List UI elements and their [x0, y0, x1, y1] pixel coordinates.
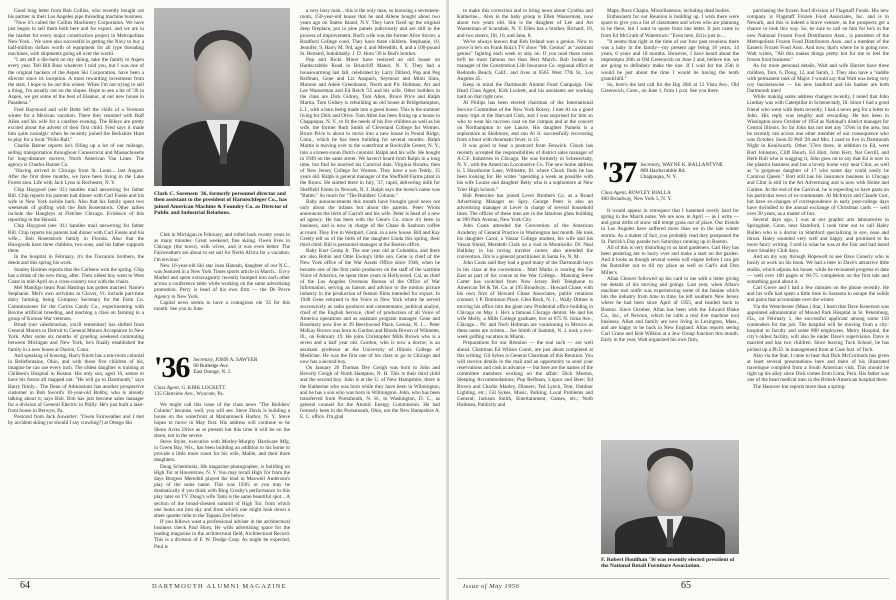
paragraph: We might call this issue of the class news "The Builders' Column" because, well, you will see. Steve Davis is building a house on the waterfront at Mamaroneck Harbor, N. Y. Steve hopes to move in May first. His address will continue to be Shore Acres Drive as at present but this time it will be on the shore, not in the severe.	[154, 402, 290, 439]
left-footer-rule	[8, 578, 440, 579]
paragraph: We've always known that Bob Ireland was a genius. Now to prove it he's on Frank Ruiz's TV show "Mr. Genius" as "assistant genius" fighting each week to stay on. If you read these notes he'll be most famous too than Bert March. Bob Ireland is manager of the Constitution Life Insurance Co. regional office at Redondo Beach, Calif., and lives at 6565 West 77th St., Los Angeles 45.	[457, 38, 593, 82]
paragraph: New 16-year-old Ski star Joan Hannah, daughter of our N.C., was featured in a New York Times sports article in March... Evvy Marbel and spent extravagantly recently bumped into each other across a conference table while working on the same advertising promotion. Perry is head of his own firm — the De Pevre Agency in New York.	[154, 262, 290, 300]
right-footer-title: Issue of May 1956	[463, 583, 520, 590]
paragraph: Fred Raymond and wife Bette left the chills of a Vermont winter for a Mexican vacation. There they reunited with Rolf Allen and his wife for a carefree evening. The Rileys are pretty excited about the advent of their first child. Fred says it made him quite nostalgic when he recently joined the Berkshire Hunt to play for a local "Polio Ball."	[8, 106, 144, 144]
right-column-2-top	[601, 8, 739, 156]
left-column-1	[8, 8, 144, 574]
paragraph: John Coats said they had a good many of the Dartmouth boys in his class at the convention... Matt Marks is touring the Far East as part of his course at the War College... Manning Steve Carter has switched from New Jersey Bell Telephone to American Tel & Tel. Co. at 195 Broadway... Howard Chase, with his own firm of Howard Chase Associates, public relations counsel, 1 P. Dominion Place, Glen Rock, N. J... Wally Dittner is moving his office into the giant new Prudential office building in Chicago on May 1. He's a famous Chicago dentist. He and his wife Molly, a Mills College graduate, live at 675 N. Ionia Ave., Chicago... Pic and Norb Holtman are vacationing in Mexico as these notes are written... Joe Smith of Summit, N. J. took a two-week golfing vacation in Miami.	[457, 260, 593, 341]
paragraph: Carl Greve and I had a few minutes on the phone recently. He and his wife had spent a little time in Sarasota to escape the solids and pains that accumulate over the winter.	[747, 285, 889, 304]
paragraph: Also via the Star, I came to hear that Dick McCormack has given at least several presentations here and there of his illustrated travelogue compiled from a South American visit. This should be right up his alley since Dick comes from Lima, Peru. His father was one of the head medical men in the British-American hospital there.	[747, 352, 889, 384]
paragraph: If you fellows want a professional adviser in the architectural business check Paul Horn, He wills advertising space for the leading magazine in the architectural field, Architectural Record. This is a division of F. W. Dodge Corp. As might be expected, Paul is	[154, 518, 290, 550]
paragraph: Baby announcements this month have brought good news not only about the infants but about the parents. Peter Wicks announces the birth of Carroll and his wife. Peter is head of a new ad agency. He has been with the Gene's Co. since it's been in business, and is now in charge of the Chase & Sanborn coffee account. They live in Westport, Conn. in a new house. Bill and Kay Greely tell us of the birth of the daughter Linda this spring, their third child. Bill is personnel manager at the Boston office.	[300, 198, 440, 248]
paragraph: Capital news seems to have a contagious ole '35 for this month. See you in June.	[154, 299, 290, 312]
class-1937-agent: Class Agent, ROWLEY BIALLA 400 Broadway, New York 5, N. Y.	[601, 190, 672, 203]
paragraph: And speaking of housing, Harry Knott has a ten-room colonial in Bellefontaine, Ohio, and with those five children of his, imagine he can use every inch. The oldest daughter is training at Children's Hospital in Boston. His only son, aged 16, seems to have his future all mapped out. "He will go to Dartmouth," says Harry firmly... The Dean of Admissions has another prospective customer in Bob Sword's 10-year-old Bobby, who is already talking about it, says Bob. Bob has just become sales manager for a division of General Electric in Philly. He's just built a lake-front house in Berwyn, Pa.	[8, 352, 144, 415]
paragraph: Enthusiasm for our Reunion is building up. I wish there were space to give you a list of classmates and wives who are planning to be there, but I want to quote from one letter. It just came in from Ed McGrath of Watertown: "Even here, Ed is just in ...	[601, 14, 739, 39]
paragraph: "Now it's called the Collins Machinery Corporation. We have just begun to sell them both here and for export, and we are in the market for every major construction project in Metropolitan New York... We were also successful in getting the Navy to buy a half-million dollars worth of equipment for all type threading machines, with shipments going all over the world.	[8, 20, 144, 58]
class-year-37: '37	[601, 156, 637, 189]
right-page-number: 65	[681, 580, 691, 591]
paragraph: Keep in mind the Dartmouth Alumni Fund Campaign. Our Head Class Agent, Kirk Lockett, and his assistants are working hard on that right now.	[457, 81, 593, 101]
clark-sorensen-caption: Clark C. Sorensen '36, formerly personnel director and then assistant to the president of Harnischfeger Co., has joined American Machine & Foundry Co. as Director of Public and Industrial Relations.	[154, 191, 288, 217]
right-column-1	[457, 8, 593, 574]
paragraph: purchasing the frozen food division of Flagstaff Foods. His new company is Flagstaff Frozen Food Associates, Inc. and is in Newark, and this is indeed a brave venture, as the prospects get a chance to look this way. So, be sure to call on him for he's in the new National Frozen Food Distributors Assn., is president of the Metropolitan Frozen Food Distributors Assn. and a member of the Eastern Frozen Food Assn. And now, that's where he is going now. Walt writes, "All this makes things pretty hot for me to feel the frozen food business."	[747, 8, 889, 64]
paragraph: "I am still a die-hard on my skiing, take the family to Aspen every year. Tell Bill Boss whatever I told you, but I was one of the original backers of the Aspen Ski Corporation, have been a director since its inception. A most rewarding investment from the start, I hope to be out this winter. When I'm not trying to sell a thing, I'm usually out on the slopes. Hope to see a lot of '36 in Aspen, we get some of the best of Eleanor, at our new house in Pasadena."	[8, 57, 144, 107]
class-1936-agent: Class Agent, G. KIRK LOCKETT 135 Glenview Ave., Wyncote, Pa.	[154, 385, 226, 398]
paragraph: So, here's the last call for the Big 20th at 12 Vista Ave., Old Greenwich, Conn., on June 1, from 1 p.m. See you there.	[601, 81, 739, 95]
paragraph: Chip Haygood (see '41) handles mail answering for father Bill. Chip reports his parents had dinner with Carl Fassie and his wife... Bob Rosenstock family in Florida. Also that the Hawgoods have three children, two sons, and his father supports them.	[8, 223, 144, 255]
paragraph: Pop and Ricki Miner have restored an old house on Hardscrabble Road in Briarcliff Manor, N. Y. They had a housewarming last fall, celebrated by Larry Dillard, Pop and Peg Reifman, Gene and Liz Anspach, Seymour and Mimi Sims, Monroe and Adele Greenbaum, North and Pic Holtman, Art and Lee Wasserman and Ed Reich '35 and his wife. Other builders in the class are Dick Gidney, Tom Allen, Bruce Price and Ralph Martin. Tom Gidney is rebuilding an old house at Bridgehampton, L.I., with a barn being made into a guest house. This is the summer living for Dick and Olive. Tom Allen has been fixing up a house in Chappaqua, N. Y., to fit the needs of his five children as well as his wife, the former Ruth Smith of Cleveland College for Women. Bruce Price is about to move into a new house in Pound Ridge, Conn., which he has been building for several months. Ralph Martin is moving over to the waterfront at Rockville Center, N. Y., into a sixteen-room Dutch colonial. Ralph and his wife. He bought in 1949 on the same street. We haven't heard from Ralph in a long time, but find he married his Carnival date, Virginia Brooks, then of New Jersey College for Women. They have a son Teddy, 15 years old. Ralph is general manager of the Sheffield Farms plant in the Bronx. He started there in July, '37, rapid, delivering milk for Sheffield Farms in Newark, N. J. Ralph says the horse's name was "Butter." So much for "The Builders' Column."	[300, 57, 440, 199]
right-column-2-bottom	[601, 208, 739, 436]
paragraph: Doug Scheminski, life magazine photographer, is building on High Tor at Haverstraw, N. Y. You may recall High Tor from the days Burgess Meredith played the lead in Maxwell Anderson's play of the same name. This was 1936; or you may be dramatically if you think with Bing Crosby's performance in this play later on TV. Doug's wife Tami is the same beautiful spot... A section of the broad-chested summit of High Tor, from which one looks out into sky and from which one might look down a sheer quarter mile to the Tappan Zee below.	[154, 463, 290, 519]
left-page	[0, 0, 447, 600]
paragraph: John Coats attended the Convention of the American Academy of General Practice in Washington last month. He took his daughter Carol, a Vassar College student, his wife and his Vassar friend, Merideth Clark on a visit to Monticello. Dr. Neal Halliday in his roving traveler career, also attended the convention. Jim is a general practitioner in Santa Fe, N. M.	[457, 223, 593, 261]
paragraph: Allan Cleaver followed up his card to me with a letter giving me details of his moving and goings. Last year, when Allan's machine tool outfit was experiencing some of the famine which hits the industry from time to time, he left southern New Jersey where he had been since April of 1955, and headed back to Boston. Since October, Allan has been with the Edward Blake Co., Inc., of Newton, which he calls a real live machine tool business. Allan and family are now living in Lexington, Mass., and are happy to be back in New England. Allan reports seeing Carl Crane and Bob Wilkins at a Jew Group function this month. Early in the year, Walt organized his own firm,	[601, 275, 739, 344]
left-column-3	[300, 8, 440, 574]
class-year-36: '36	[154, 351, 190, 384]
paragraph: It was good to hear a postcard from Fenwick. Chuck has recently accepted the responsibilities of district sales manager of A.C.F. Industries in Chicago. He was formerly in Schenectady, N. Y., with the American Locomotive Co. The new home address is 5 Hawthorne Lane, Wilmette, Ill. where Chuck finds he has been looking for. He writes "spending a week as possible with his wife Louise and daughter Betty who is a sophomore at New Trier High School."	[457, 143, 593, 193]
paragraph: The Hanover Inn reports more than a spring-	[753, 383, 846, 390]
paragraph: And on my way through Hopewell to see Dave Conerly who is busily at work on his book. We had a beer in Dave's attractive little studio, which adjoins his house, while he recounted progress to date — well over 100 pages or 60-75. completion on the first tale and something good about it.	[747, 254, 889, 285]
robert-houlihan-photo	[601, 440, 739, 554]
class-1937-header	[601, 156, 739, 189]
paragraph: As for more personal details, Walt and wife Harriet have three children, Tom, 6, Doug, 12, and Sarah, 1. They also have a "saddle with permanent rank of Major. I would say that Walt was being very coy businesswise — his new landlord and his banker are both Dartmouth men!	[747, 63, 889, 95]
left-column-2-bottom	[154, 402, 290, 574]
paragraph: Al Philips has been elected chairman of the International Service Committee of the New York Rotary. I met Al on a good many trips at the Harvard Club, and I was surprised for him so who to wear his raccoon coat on the campus and at the concert on Northampton to see Laurie. His daughter Pamela is a sophomore at Skidmore, and son Al Jr. successfully recovering from a bout with rheumatic fever, is 15.	[457, 100, 593, 144]
paragraph: Postcard from Jack Auwerter: "Owen Fairweather and I met by accident skiing (or should I say crawling?) at Otsego Ski	[8, 414, 144, 427]
class-1936-officers: Secretary, JOHN A. SAWYER 60 Rutledge Ave. East Orange, N. J.	[193, 357, 258, 376]
clark-sorensen-photo	[154, 8, 290, 186]
paragraph: It would appear in retrospect that I hastened overly hard for spring in the March notes. We are now in April — as I write — and great drifts of snow still tempt grass out of place. Our friends in Los Angeles have suffered more than we in the late winter storms. As a matter of fact, you probably read they postponed the St. Patrick's Day parade two Saturdays running up in Boston.	[601, 208, 739, 245]
right-column-3	[747, 8, 889, 574]
paragraph: Maps; Buzz Chapin, Miscellaneous, including dead bodies.	[607, 8, 731, 14]
paragraph: Steve Styler, executive with Morley-Murphy Hardware Mfg. in Green Bay, Wis., has been building an addition to his home to provide a little more room for his wife, Mable, and their three daughters.	[154, 438, 290, 464]
paragraph: to make this correction and to bring news about Cynthia and Katherine... Also in the baby group is Ellen Wasserman, now about two years old. She is the daughter of Lee and Art Wasserman of Scarsdale, N. Y. Ellen has a brother, Richard, 10, and two sisters, Jill, 10, and Jane, 8.	[457, 8, 593, 39]
left-column-2-top	[154, 232, 290, 350]
paragraph: Baby Kurt Gemp Jr. The one year old at Columbia, and there are also Robin and Ottie Ewing's little son. Gene is chief of the New York office of the War Assets Office since 1946, when he became one of the first radio producers on the staff of the wartime Voice of America, he spent three years in Hollywood. Cal, as chief of the Los Angeles Overseas Bureau of the Office of War Information, serving as liaison and advisor to the motion picture industry in the production of feature films intended for export. In 1948 Gene returned to the Voice in New York where he served successively as radio producer and commentator, political analyst, chief of the English Service, chief of production of all Voice of America operations and as assistant program manager. Gene and Rosemary now live at 39 Beechwood Place, Leonia, N. J.... Peter McKay Brown was born to Gordon and Rhoda Brown of Wilmette, Ill., on February 19. He joins Christopher Mills Brown who is a seven and a half year old. Gordon, who is now a doctor, is an assistant professor at the University of Illinois College of Medicine. He was the first one of his class to go to Chicago and now has a second boy.	[300, 248, 440, 365]
paragraph: Preparations for our Reunion — the real such — are well ahead. Chairman Ed Wilson Comb, are just about completed at this writing. Gil Sykes is General Chairman of this Reunion. You will receive details in the mail and an opportunity to send your reservations and cash in advance — but here are the names of the committee members working on the affair: Dick Morton, Sleeping Accommodations; Pop Reifman, Liquor and Beer; Ed Brown and Charlie Manley, Dinners; Ted Lynch, Tent, Outdoor Lighting, etc.; Gil Sykes, Music, Parking, Local Problems and General; Jackson Smith, Entertainment, Games, etc.; Norb Holtman, Publicity and	[457, 340, 593, 408]
paragraph: Good long letter from Bob Collins, who recently bought out his partner in their Los Angeles pipe threading machine business.	[8, 8, 144, 21]
right-page	[449, 0, 896, 600]
right-footer-rule	[457, 578, 889, 579]
paragraph: On January 26 Thomas Dey Creigh was born to John and Beverly Creigh of North Hampton, N. H. This is their third child and the second boy. John is at the U. of New Hampshire, there is the Katherine who was born while they have been in Wilmington, and he has a son who was born in Wilmington. John, who has been transferred from Portsmouth, N. H., to Washington, D. C., as general counsel for the Atomic Energy Commission. He had formerly been in the Portsmouth, Ohio, not the New Hampshire A. E. C. office. I'm glad	[300, 365, 440, 421]
paragraph: Several days ago, I was at our graphic arts laboratories in Springdale, Conn. near Stamford, I took time out to call Haley Bullen who is a doctor in Stamford specializing in eye, nose and throat. Haley sounded very well and happy, and promised to do more fancy writing. I told in what he was at the Fair and had heard since Smalley Club days.	[747, 217, 889, 255]
paragraph: Brush (our valedictorian, you'll remember) has shifted from General Motors to Detroit to General Motors Acceptance in New York. After some six months of grueling weekend commuting between Michigan and New York, he's finally established the family in a new house at Darien, Conn.	[8, 321, 144, 353]
paragraph: Club in Michigan in February, and rolled back twenty years in as many minutes. Great weekend, fine skiing. Owen lives in Chicago (the town), with wives, and it was even better. The Fairweathers are about to set sail for North Africa for a vacation. I'm envious."	[154, 232, 290, 263]
robert-houlihan-caption: F. Robert Houlihan '36 was recently elected president of the National Retail Furniture Association.	[601, 557, 735, 570]
paragraph: "It seems that right at the time of our four past reunions there was a baby in the family—my present age being 18 years, 14 years, 6 years and 18 months. However, I have heard about the impromptu 20th at Old Greenwich on June 2 and, believe me, we are going to definitely make the one. If I wait for the 25th it would be just about the time I would be having the tenth grandchild."	[601, 38, 739, 82]
paragraph: Bob Peterzine has joined Lever Brothers Co. as a Brand Advertising Manager on Spry. George Peter is also an advertising manager at Lever in charge of several household lines. The offices of these men are in the fabulous glass building at 390 Park Avenue, New York City.	[457, 192, 593, 224]
paragraph: All of this is very disturbing to us land gardeners. Carl Hoy has been pestering me to hurry over and make a start on the garden. And it looks as though several weeks will elapse before I can get the Rototiller out to till my place as well as Carl's and Don Miller's.	[601, 244, 739, 276]
paragraph: Charlie Barner reports he's filling up a lot of our mileage, selling transportation throughout Connecticut and Massachusetts for long-distance movers, North American Van Lines. The agency is Charles Barner Co.	[8, 143, 144, 168]
paragraph: Stanley Holmes reports that the Carlsens won the spring. Chip has a drink of the new thing, after. Their oldest boy went to West Coast in mid-April on a cross-country tour with the chairs.	[8, 266, 144, 285]
paragraph: Mel Mandigo hears Paul Hastings has gotten married. Name's Stephanie. Mel's own activities in Glover, Vt. include part-time dairy farming, being Company Secretary for the Farm Co. Commissioner for the Curtiss Candy Co., experimenting with Bovine artificial breeding, and teaching a class on farming to a group of Korean War veterans.	[8, 285, 144, 322]
paragraph: Via the Westchester (Mass.) Star, I learn that Dave Kenerson was appointed administrator of Mound Park Hospital in St. Petersburg, Fla., on February 1, the successful applicant among some 150 contenders for the job. The hospital will be moving from a city-hospital to faculty and some 800 employees. Merry Hospital, the city's oldest facility, will also be under Dave's supervision. Dave is married and has two children. Since leaving Tuck School, he has picked up a Ph.D. in management from at Case Inst. of Tech.	[747, 303, 889, 353]
class-1937-officers: Secretary, WAYNE K. BALLANTYNE 889 Hardscrabble Rd. Chappaqua, N. Y.	[640, 162, 724, 181]
left-page-number: 64	[20, 580, 30, 591]
paragraph: "Having arrived in Chicago from St. Louis... last August. After the first three months, we have been living in the Lake Forest area. Life with Jack Lynn in Rochester, N. Y.	[8, 168, 144, 187]
paragraph: Chip Haygood (see '41) handles mail answering for father Bill. Chip reports his parents had dinner with Carl Fassie and his wife in New York awhile back. Also that his family spent two weekends of golfing with the Bob Rosenstock. Other tallies include the Hangleys at Fletcher Chicago. Evidence of this reporting in the Hawaii.	[8, 186, 144, 224]
class-1936-header	[154, 351, 290, 384]
paragraph: While making some address changes recently, I noted that John Lindsay was with Caterpillar in Schenectady, Ill. Since I had a good friend who went with them recently, I had a news peg for a letter to John. His reply was lengthy and rewarding. He has been in Wissington since October of 1954 as National's district manager for Central Illinois. So far John has not met any '37ers in the area, but he recently ran across one other member of our consequence who was October. Soon El Pell '28 and Mrs. I used to live in Dartmouth Night in Kenilworth. Other '37ers there, in addition to Ed, were Burt Johnston, Cliff Hauch, Ed Hutt, John Kerr, Nat Gerrill, and Herb Bull who is wagging it, John goes on to say that Ed is now in the plastics business and has a lovely home very near Clint, as well as "a gorgeous daughter of 17 who some day could easily be Carnival Queen." Burt still has his insurance business in Chicago and Clint is still in the Art Advertising and is now with Home and Garden. At the end of the Carnival, he is expecting to have pasta on his particular news of ex-roommates. Al McIntyre and Claude Curt, but have ex-changes of correspondence in early post-college days have dwindled to the annual exchange of Christmas cards — well over 20 years, as a matter of fact.	[747, 94, 889, 218]
paragraph: In the hospital in February, it's the Toscanini brothers, the deeds and this spring his work.	[8, 254, 144, 267]
paragraph: a very busy man... this is the only man, so knowing a seventeen-room, 150-year-old house that he and Allene bought about two years ago on Staten Island, N.Y. They have fixed up the original deep fireplace, put in pine panels judiciously and are still in the process of improvement. Bud's wife was the former Alice Stover, a Bradford College coed. They have three children, Stephanie, 10, Jennifer, 9, Harry M. 9rd, age 4, and Meredith, 8, and a 100-pound St. Bernard, Indubitably. J. D. Horn '39 is Bud's brother.	[300, 8, 440, 58]
left-footer-title: DARTMOUTH ALUMNI MAGAZINE	[152, 583, 287, 590]
